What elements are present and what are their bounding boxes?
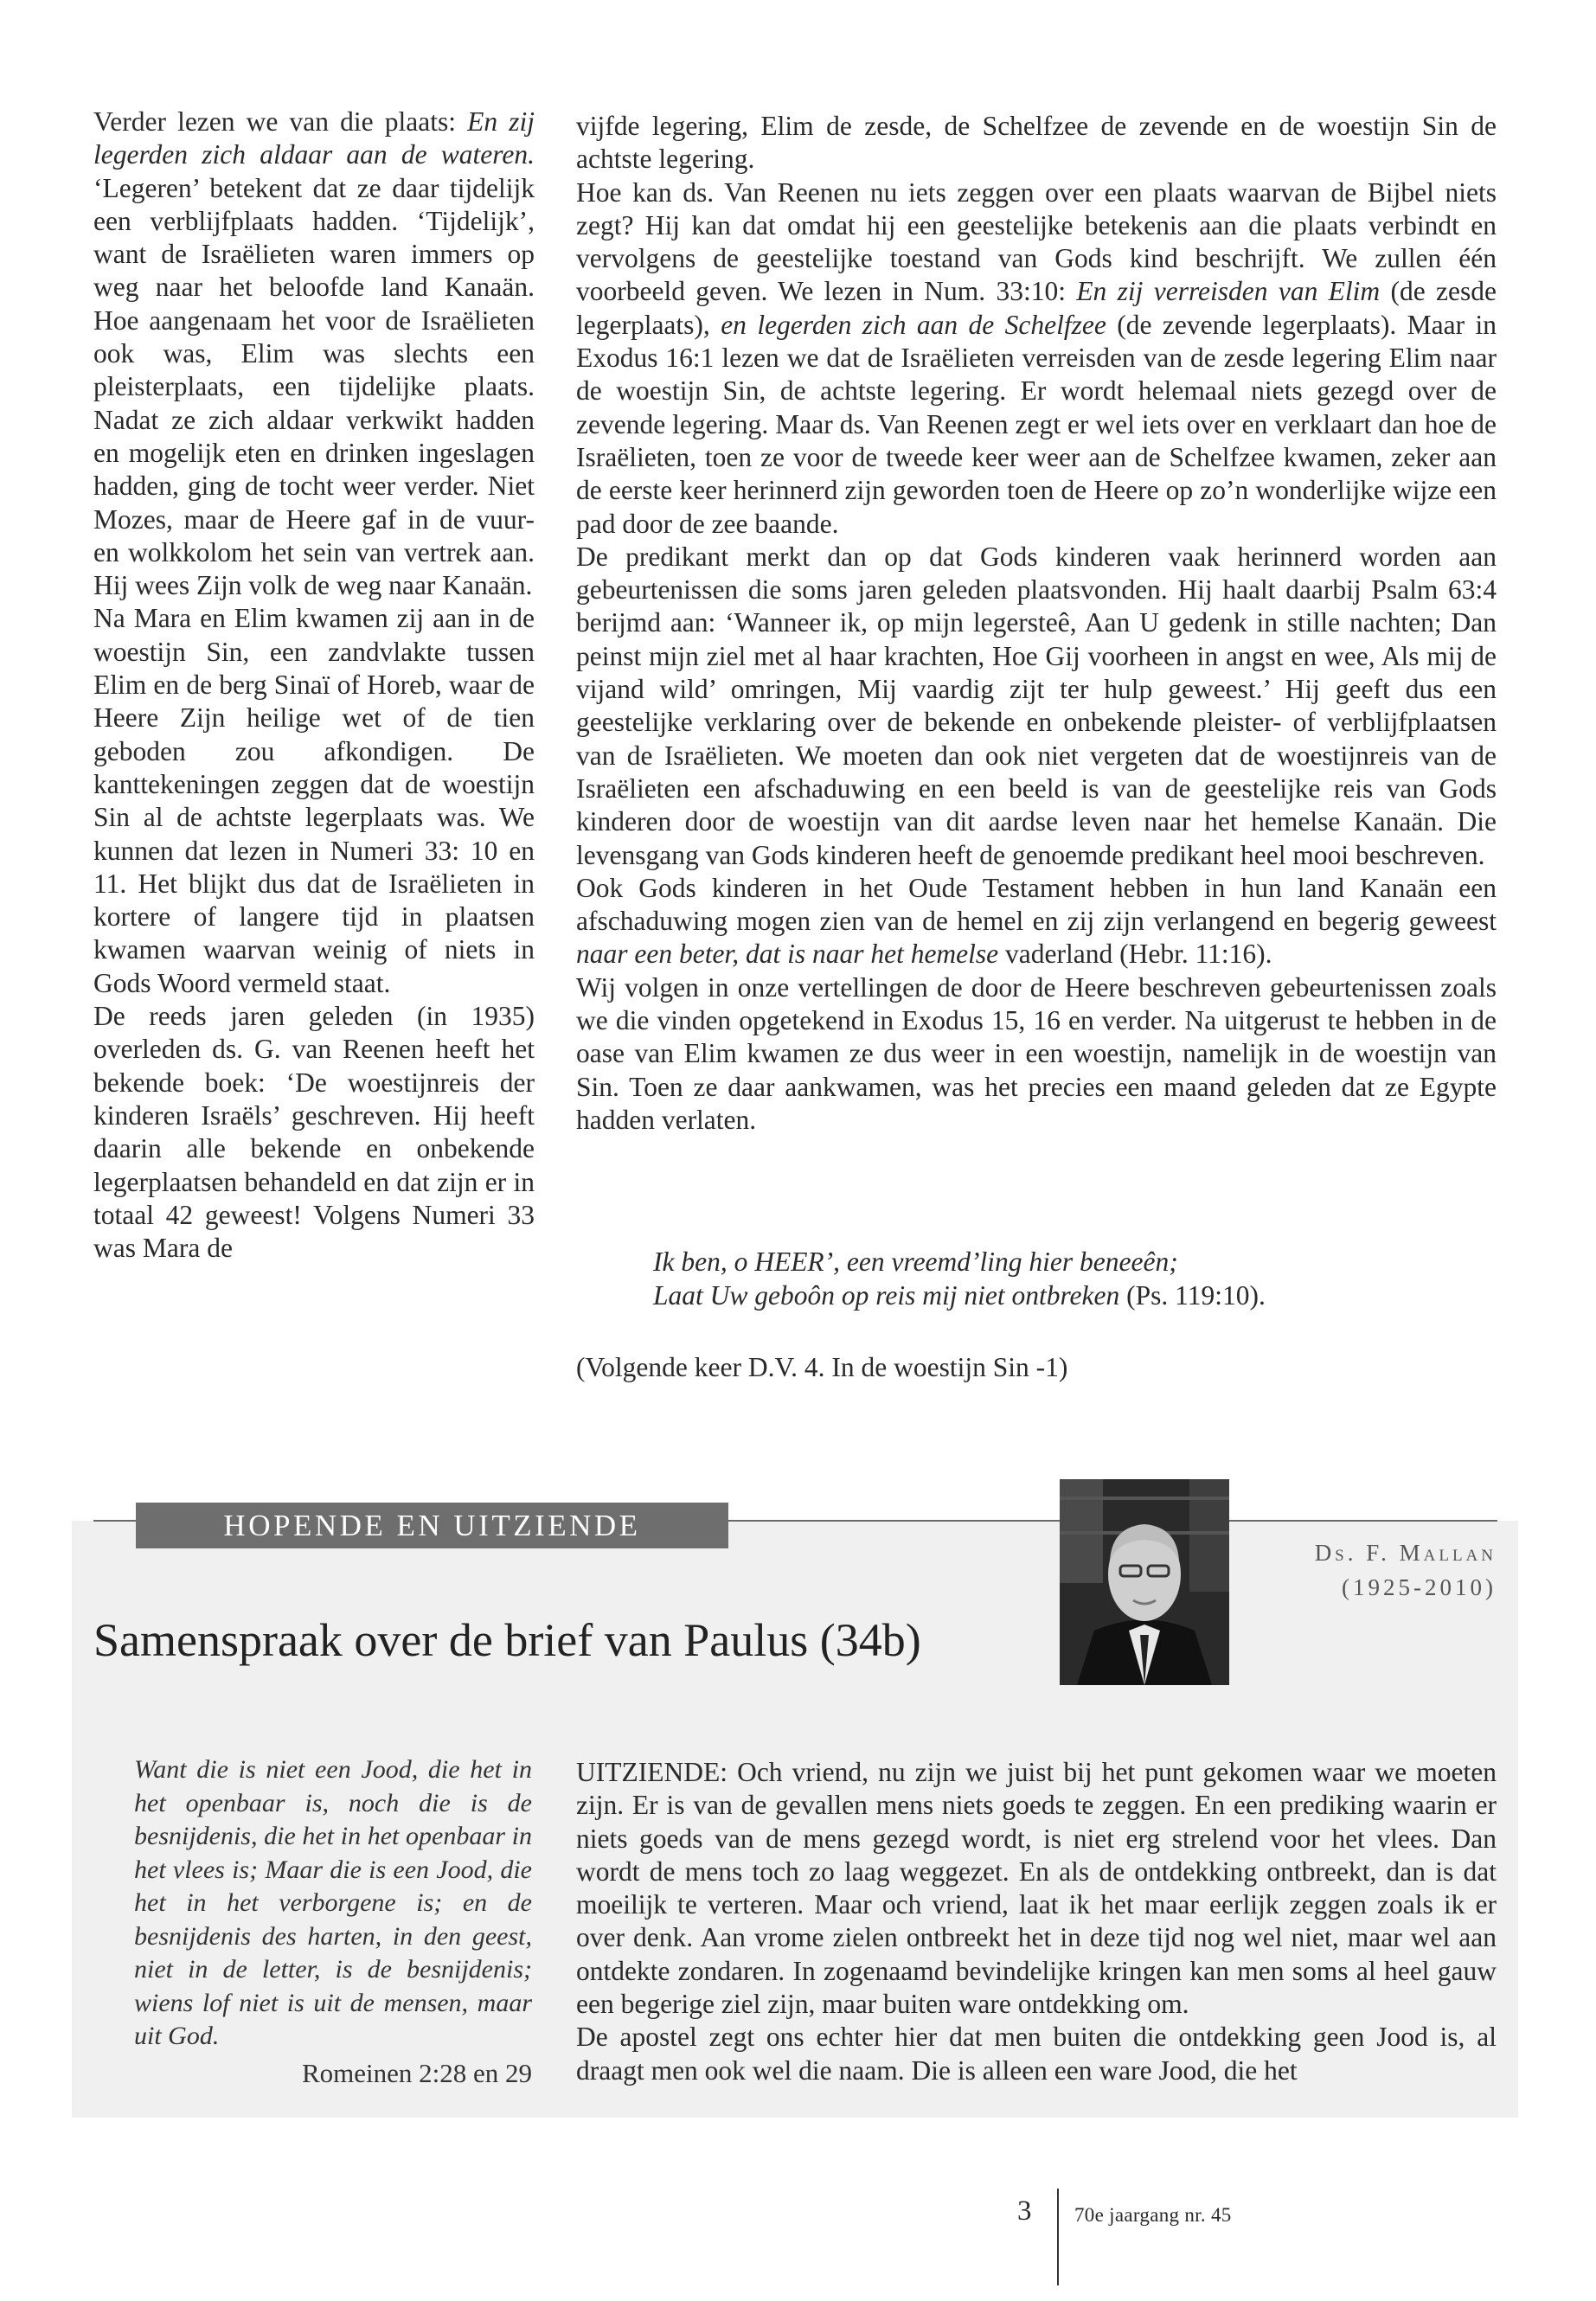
italic-text: En zij legerden zich aldaar aan de wateren. — [93, 106, 535, 170]
paragraph — [576, 541, 1497, 872]
text: (de zesde legerplaats), — [576, 276, 1497, 340]
paragraph — [93, 106, 535, 602]
italic-text: En zij verreisden van Elim — [1076, 276, 1381, 307]
text: vijfde legering, Elim de zesde, de Schelfzee de zevende en de woestijn Sin de achtste legering. — [576, 111, 1497, 175]
volume-issue: 70e jaargang nr. 45 — [1074, 2204, 1232, 2226]
italic-text: en legerden zich aan de Schelfzee — [721, 309, 1106, 340]
footer-rule — [1057, 2189, 1059, 2285]
left-column — [93, 106, 535, 1265]
paragraph — [576, 872, 1497, 971]
paragraph — [93, 1000, 535, 1265]
text: De reeds jaren geleden (in 1935) overleden ds. G. van Reenen heeft het bekende boek: ‘De woestijnreis der kinderen Israëls’ geschreven. Hij heeft daarin alle bekende en onbekende legerplaatsen behandeld en dat zijn er in totaal 42 geweest! Volgens Numeri 33 was Mara de — [93, 1001, 535, 1264]
bible-quote-reference: Romeinen 2:28 en 29 — [301, 2058, 532, 2088]
psalm-quote-ref: (Ps. 119:10). — [1119, 1279, 1266, 1311]
page-number: 3 — [1017, 2195, 1032, 2227]
right-column — [576, 110, 1497, 1137]
paragraph — [576, 971, 1497, 1137]
paragraph — [93, 602, 535, 1000]
text: ‘Legeren’ betekent dat ze daar tijdelijk een verblijfplaats hadden. ‘Tijdelijk’, want de Israëlieten waren immers op weg naar het beloofde land Kanaän. Hoe aangenaam het voor de Israëlieten ook was, Elim was slechts een pleisterplaats, een tijdelijke plaats. Nadat ze zich aldaar verkwikt hadden en mogelijk eten en drinken ingeslagen hadden, ging de tocht weer verder. Niet Mozes, maar de Heere gaf in de vuur- en wolkkolom het sein van vertrek aan. Hij wees Zijn volk de weg naar Kanaän. — [93, 172, 535, 601]
text: De apostel zegt ons echter hier dat men buiten die ontdekking geen Jood is, al draagt men ook wel die naam. Die is alleen een ware Jood, die het — [576, 2022, 1497, 2086]
text: Hoe kan ds. Van Reenen nu iets zeggen over een plaats waarvan de Bijbel niets zegt? Hij kan dat omdat hij een geestelijke betekenis aan die plaats verbindt en vervolgens de geestelijke toestand van Gods kind beschrijft. We zullen één voorbeeld geven. We lezen in Num. 33:10: — [576, 176, 1497, 307]
text: Ook Gods kinderen in het Oude Testament hebben in hun land Kanaän een afschaduwing mogen zien van de hemel en zij zijn verlangend en begerig geweest — [576, 872, 1497, 937]
text: Na Mara en Elim kwamen zij aan in de woestijn Sin, een zandvlakte tussen Elim en de berg Sinaï of Horeb, waar de Heere Zijn heilige wet of de tien geboden zou afkondigen. De kanttekeningen zeggen dat de woestijn Sin al de achtste legerplaats was. We kunnen dat lezen in Numeri 33: 10 en 11. Het blijkt dus dat de Israëlieten in kortere of langere tijd in plaatsen kwamen waarvan weinig of niets in Gods Woord vermeld staat. — [93, 603, 535, 998]
text: UITZIENDE: Och vriend, nu zijn we juist bij het punt gekomen waar we moeten zijn. Er is van de gevallen mens niets goeds te zeggen. En een prediking waarin er niets goeds van de mens gezegd wordt, is niet erg strelend voor het vlees. Dan wordt de mens toch zo laag weggezet. En als de ontdekking ontbreekt, dan is dat moeilijk te verteren. Maar och vriend, laat ik het maar eerlijk zeggen zoals ik er over denk. Aan vrome zielen ontbreekt het in deze tijd nog wel niet, maar wel aan ontdekte zondaren. In zogenaamd bevindelijke kringen kan men soms al heel gauw een begerige ziel zijn, maar buiten ware ontdekking om. — [576, 1757, 1497, 2020]
text: Wij volgen in onze vertellingen de door de Heere beschreven gebeurtenissen zoals we die vinden opgetekend in Exodus 15, 16 en verder. Na uitgerust te hebben in de oase van Elim kwamen ze dus weer in een woestijn, namelijk in de woestijn van Sin. Toen ze daar aankwamen, was het precies een maand geleden dat ze Egypte hadden verlaten. — [576, 971, 1497, 1135]
dialogue-column — [576, 1756, 1497, 2087]
italic-text: naar een beter, dat is naar het hemelse — [576, 939, 999, 970]
paragraph — [576, 2021, 1497, 2087]
paragraph — [576, 176, 1497, 541]
psalm-quote-line-1: Ik ben, o HEER’, een vreemd’ling hier beneeên; — [653, 1247, 1178, 1277]
psalm-quote-line-2: Laat Uw geboôn op reis mij niet ontbreken — [653, 1279, 1120, 1311]
text: De predikant merkt dan op dat Gods kinderen vaak herinnerd worden aan gebeurtenissen die soms jaren geleden plaatsvonden. Hij haalt daarbij Psalm 63:4 berijmd aan: ‘Wanneer ik, op mijn legersteê, Aan U gedenk in stille nachten; Dan peinst mijn ziel met al haar krachten, Hoe Gij voorheen in angst en wee, Als mij de vijand wild’ omringen, Mij vaardig zijt ter hulp geweest.’ Hij geeft dus een geestelijke verklaring over de bekende en onbekende pleister- of verblijfplaatsen van de Israëlieten. We moeten dan ook niet vergeten dat de woestijnreis van de Israëlieten een afschaduwing en een beeld is van de geestelijke reis van Gods kinderen door de woestijn van dit aardse leven naar het hemelse Kanaän. Die levensgang van Gods kinderen heeft de genoemde predikant heel mooi beschreven. — [576, 541, 1497, 870]
bible-quote: Want die is niet een Jood, die het in het openbaar is, noch die is de besnijdenis, die het in het openbaar in het vlees is; Maar die is een Jood, die het in het verborgene is; en de besnijdenis des harten, in den geest, niet in de letter, is de besnijdenis; wiens lof niet is uit de mensen, maar uit God. — [134, 1755, 532, 2050]
next-episode-note: (Volgende keer D.V. 4. In de woestijn Sin -1) — [576, 1352, 1068, 1382]
text: Verder lezen we van die plaats: — [93, 106, 468, 137]
section-label: HOPENDE EN UITZIENDE — [136, 1503, 728, 1548]
text: (de zevende legerplaats). Maar in Exodus 16:1 lezen we dat de Israëlieten verreisden van de zesde legering Elim naar de woestijn Sin, de achtste legering. Er wordt helemaal niets gezegd over de zevende legering. Maar ds. Van Reenen zegt er wel iets over en verklaart dan hoe de Israëlieten, toen ze voor de tweede keer weer aan de Schelfzee kwamen, zeker aan de eerste keer herinnerd zijn geworden toen de Heere op zo’n wonderlijke wijze een pad door de zee baande. — [576, 309, 1497, 539]
author-years: (1925-2010) — [1342, 1574, 1497, 1600]
paragraph — [576, 1756, 1497, 2021]
text: vaderland (Hebr. 11:16). — [998, 939, 1272, 970]
author-credit — [1194, 1535, 1497, 1605]
author-name: Ds. F. Mallan — [1314, 1540, 1497, 1566]
paragraph — [576, 110, 1497, 176]
psalm-quote — [653, 1246, 1345, 1312]
article-title: Samenspraak over de brief van Paulus (34b) — [93, 1614, 921, 1666]
